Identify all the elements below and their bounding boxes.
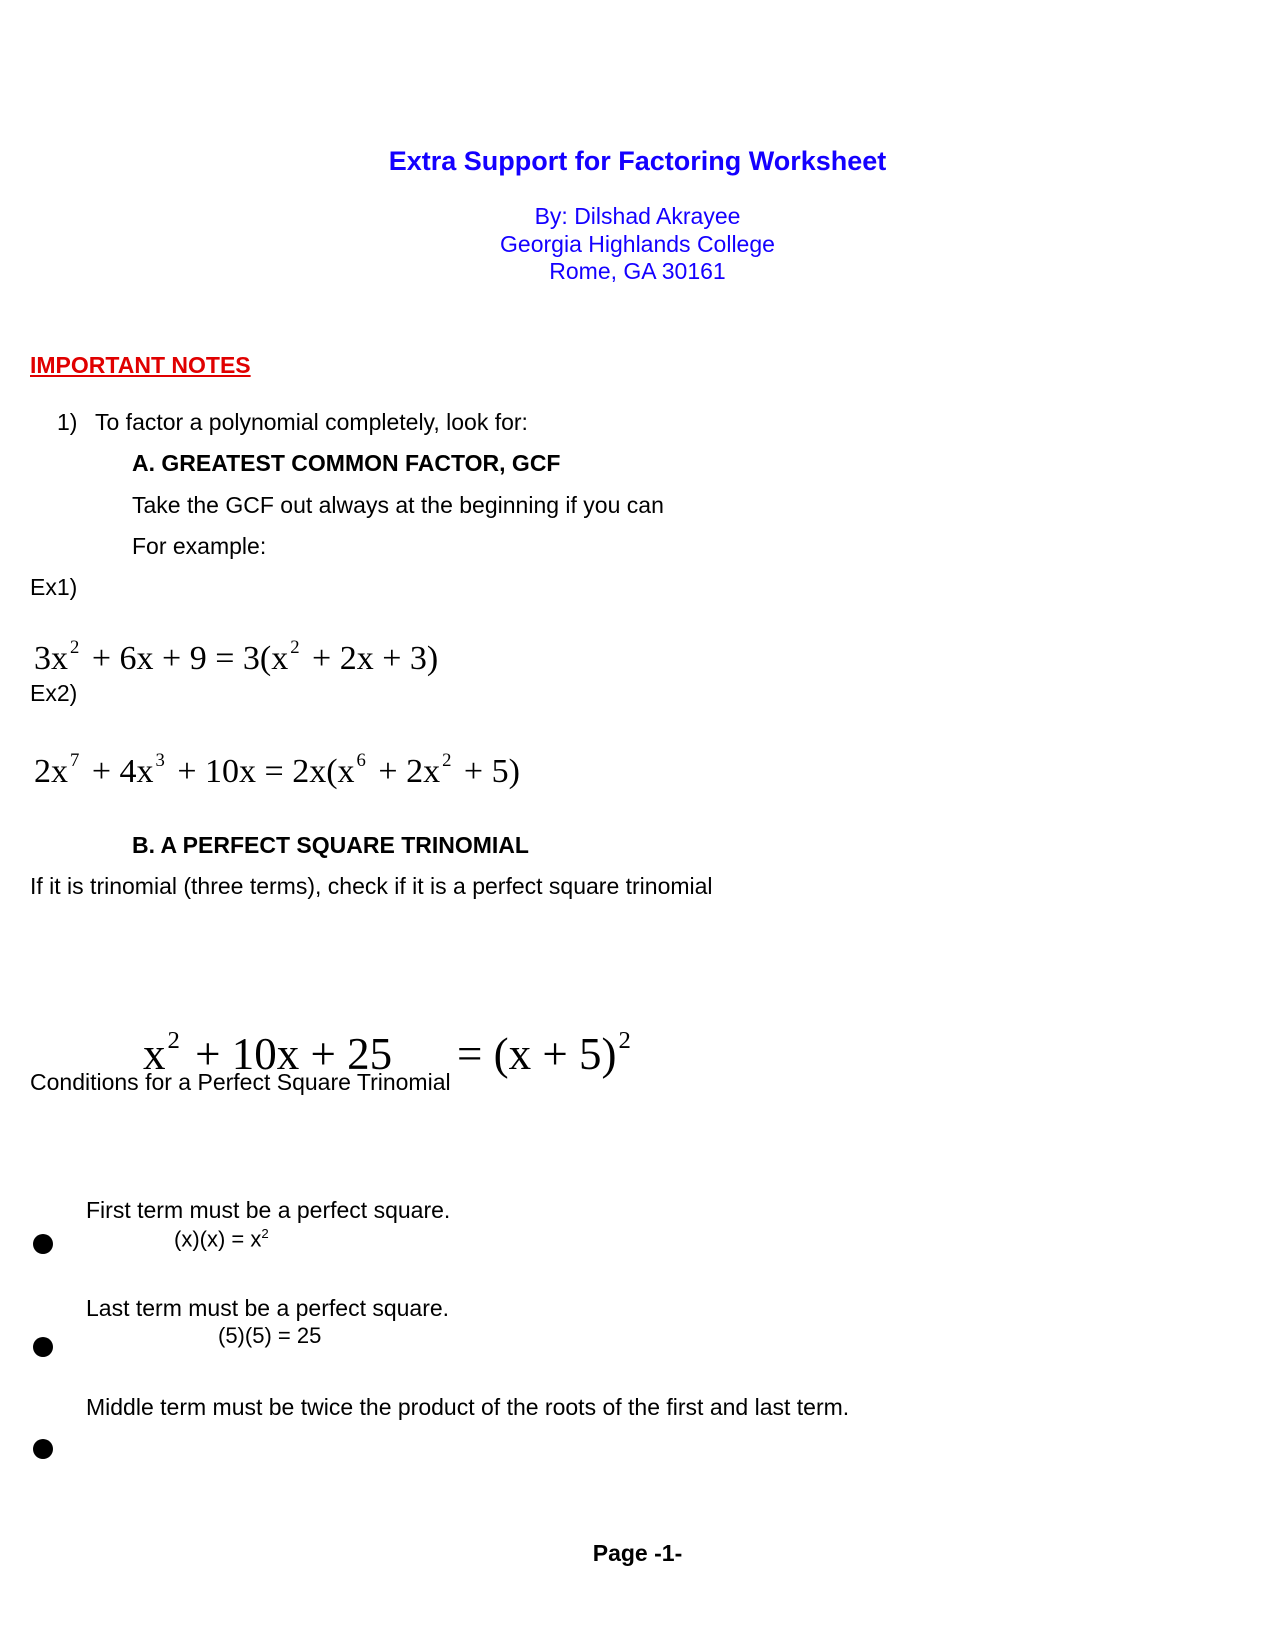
condition-1-text: First term must be a perfect square.	[86, 1197, 451, 1223]
important-notes-heading: IMPORTANT NOTES	[30, 352, 251, 378]
section-b-line1: If it is trinomial (three terms), check if it is a perfect square trinomial	[30, 873, 713, 899]
location-line: Rome, GA 30161	[549, 258, 726, 284]
trinomial-rhs: = $(x + 5)^2$	[457, 1026, 631, 1079]
author-line: By: Dilshad Akrayee	[534, 203, 741, 229]
section-a-line2: For example:	[132, 533, 267, 559]
page-title: Extra Support for Factoring Worksheet	[388, 146, 887, 176]
trinomial-lhs: $x^2 + 10x + 25$	[143, 1026, 393, 1079]
section-a-line1: Take the GCF out always at the beginning if you can	[132, 492, 664, 518]
conditions-heading: Conditions for a Perfect Square Trinomial	[30, 1069, 451, 1095]
section-a-heading: A. GREATEST COMMON FACTOR, GCF	[132, 450, 561, 476]
item-number: 1)	[57, 409, 78, 435]
ex2-label: Ex2)	[30, 680, 78, 706]
page-number: Page -1-	[592, 1540, 683, 1566]
bullet-icon	[33, 1439, 53, 1459]
section-b-heading: B. A PERFECT SQUARE TRINOMIAL	[132, 832, 529, 858]
ex2-equation: 2x $^7$ + 4x $^3$ + 10x = 2x(x $^6$ + 2x $^2$ + 5)	[34, 750, 520, 790]
condition-1-example: $(x)(x) = x^2$	[174, 1226, 269, 1252]
item-text: To factor a polynomial completely, look for:	[95, 409, 528, 435]
condition-3-text: Middle term must be twice the product of the roots of the first and last term.	[86, 1394, 850, 1420]
ex1-label: Ex1)	[30, 574, 78, 600]
bullet-icon	[33, 1337, 53, 1357]
institution-line: Georgia Highlands College	[500, 231, 775, 257]
condition-2-example: (5)(5) = 25	[218, 1323, 322, 1348]
ex1-equation: 3x $^2$ + 6x + 9 = 3(x $^2$ + 2x + 3)	[34, 637, 439, 677]
bullet-icon	[33, 1234, 53, 1254]
condition-2-text: Last term must be a perfect square.	[86, 1295, 450, 1321]
